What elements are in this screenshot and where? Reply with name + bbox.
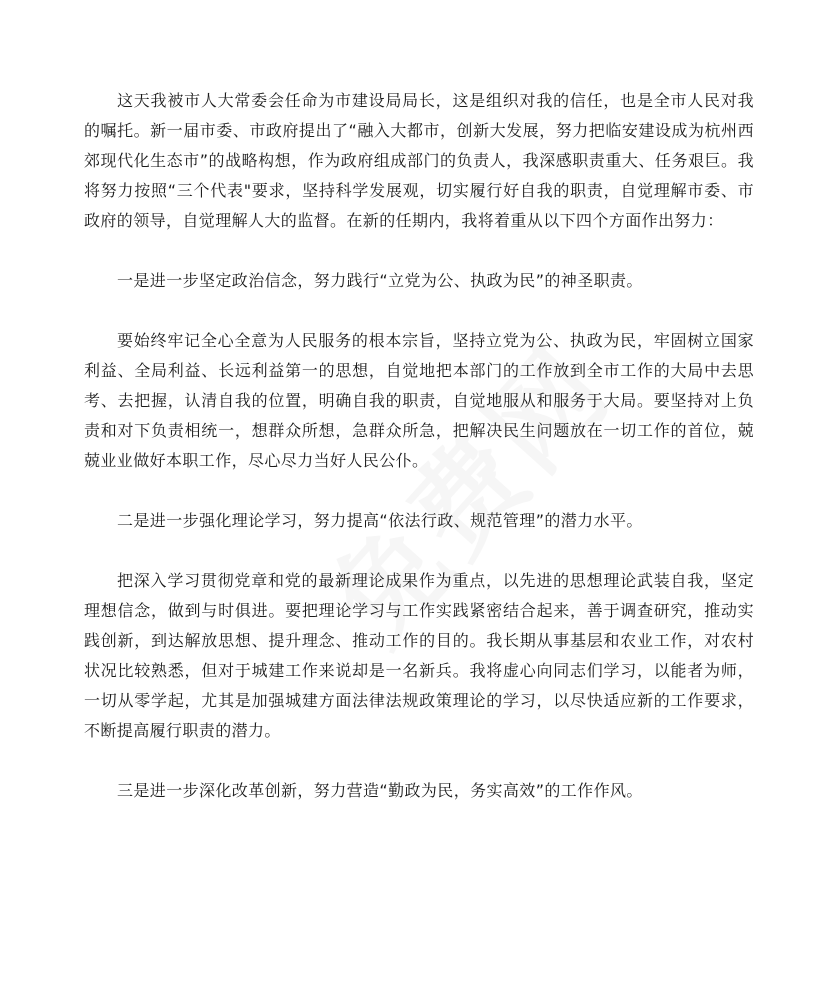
document-body [84,86,754,806]
heading-point-three: 三是进一步深化改革创新，努力营造“勤政为民，务实高效”的工作作风。 [117,781,643,800]
paragraph-intro: 这天我被市人大常委会任命为市建设局局长，这是组织对我的信任，也是全市人民对我的嘱托。新一届市委、市政府提出了“融入大都市，创新大发展，努力把临安建设成为杭州西郊现代化生态市”的战略构想，作为政府组成部门的负责人，我深感职责重大、任务艰巨。我将努力按照“三个代表"要求，坚持科学发展观，切实履行好自我的职责，自觉理解市委、市政府的领导，自觉理解人大的监督。在新的任期内，我将着重从以下四个方面作出努力： [84,91,754,230]
paragraph-point-one: 要始终牢记全心全意为人民服务的根本宗旨，坚持立党为公、执政为民，牢固树立国家利益、全局利益、长远利益第一的思想，自觉地把本部门的工作放到全市工作的大局中去思考、去把握，认清自我的位置，明确自我的职责，自觉地服从和服务于大局。要坚持对上负责和对下负责相统一，想群众所想，急群众所急，把解决民生问题放在一切工作的首位，兢兢业业做好本职工作，尽心尽力当好人民公仆。 [84,331,754,470]
heading-point-one: 一是进一步坚定政治信念，努力践行“立党为公、执政为民”的神圣职责。 [117,271,643,290]
heading-point-two: 二是进一步强化理论学习，努力提高“依法行政、规范管理”的潜力水平。 [117,511,643,530]
paragraph-point-two: 把深入学习贯彻党章和党的最新理论成果作为重点，以先进的思想理论武装自我，坚定理想信念，做到与时俱进。要把理论学习与工作实践紧密结合起来，善于调查研究，推动实践创新，到达解放思想、提升理念、推动工作的目的。我长期从事基层和农业工作，对农村状况比较熟悉，但对于城建工作来说却是一名新兵。我将虚心向同志们学习，以能者为师，一切从零学起，尤其是加强城建方面法律法规政策理论的学习，以尽快适应新的工作要求，不断提高履行职责的潜力。 [84,571,754,740]
